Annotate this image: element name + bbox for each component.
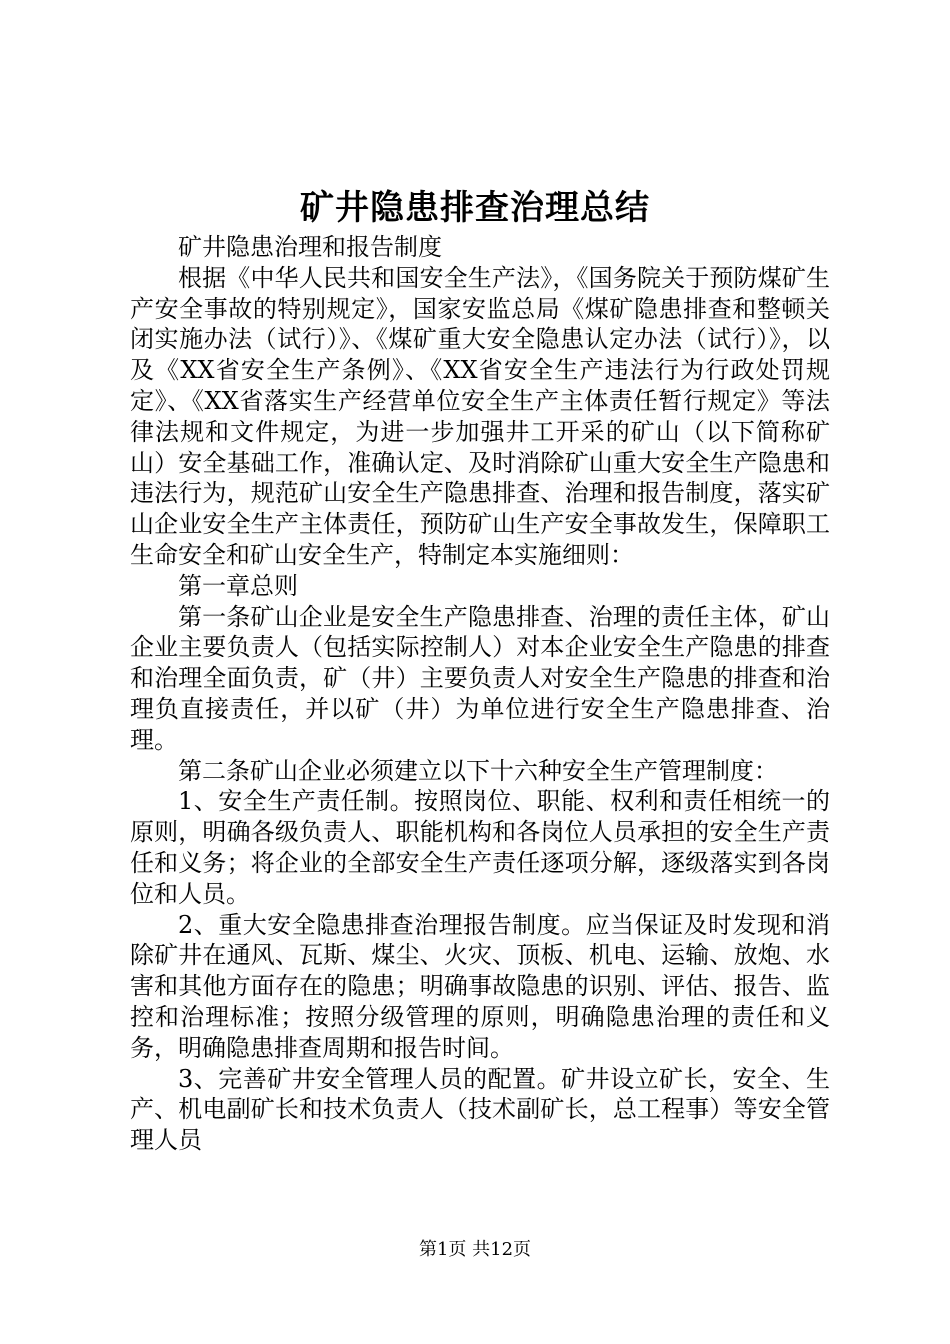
- page-number-footer: 第1页 共12页: [418, 1239, 532, 1260]
- document-body: [130, 232, 830, 1156]
- paragraph: 第一条矿山企业是安全生产隐患排查、治理的责任主体，矿山企业主要负责人（包括实际控制人）对本企业安全生产隐患的排查和治理全面负责，矿（井）主要负责人对安全生产隐患的排查和治理负直接责任，并以矿（井）为单位进行安全生产隐患排查、治理。: [130, 602, 830, 754]
- paragraph: 根据《中华人民共和国安全生产法》，《国务院关于预防煤矿生产安全事故的特别规定》，国家安监总局《煤矿隐患排查和整顿关闭实施办法（试行）》、《煤矿重大安全隐患认定办法（试行）》，以及《XX省安全生产条例》、《XX省安全生产违法行为行政处罚规定》、《XX省落实生产经营单位安全生产主体责任暂行规定》等法律法规和文件规定，为进一步加强井工开采的矿山（以下简称矿山）安全基础工作，准确认定、及时消除矿山重大安全生产隐患和违法行为，规范矿山安全生产隐患排查、治理和报告制度，落实矿山企业安全生产主体责任，预防矿山生产安全事故发生，保障职工生命安全和矿山安全生产，特制定本实施细则：: [130, 263, 830, 569]
- paragraph: 矿井隐患治理和报告制度: [178, 233, 442, 261]
- paragraph: 3、完善矿井安全管理人员的配置。矿井设立矿长，安全、生产、机电副矿长和技术负责人（技术副矿长，总工程事）等安全管理人员: [130, 1064, 830, 1155]
- paragraph: 1、安全生产责任制。按照岗位、职能、权利和责任相统一的原则，明确各级负责人、职能机构和各岗位人员承担的安全生产责任和义务；将企业的全部安全生产责任逐项分解，逐级落实到各岗位和人员。: [130, 787, 830, 908]
- document-title: 矿井隐患排查治理总结: [300, 188, 650, 228]
- paragraph: 2、重大安全隐患排查治理报告制度。应当保证及时发现和消除矿井在通风、瓦斯、煤尘、火灾、顶板、机电、运输、放炮、水害和其他方面存在的隐患；明确事故隐患的识别、评估、报告、监控和治理标准；按照分级管理的原则，明确隐患治理的责任和义务，明确隐患排查周期和报告时间。: [130, 910, 830, 1062]
- paragraph: 第一章总则: [178, 571, 298, 600]
- paragraph: 第二条矿山企业必须建立以下十六种安全生产管理制度：: [178, 756, 778, 785]
